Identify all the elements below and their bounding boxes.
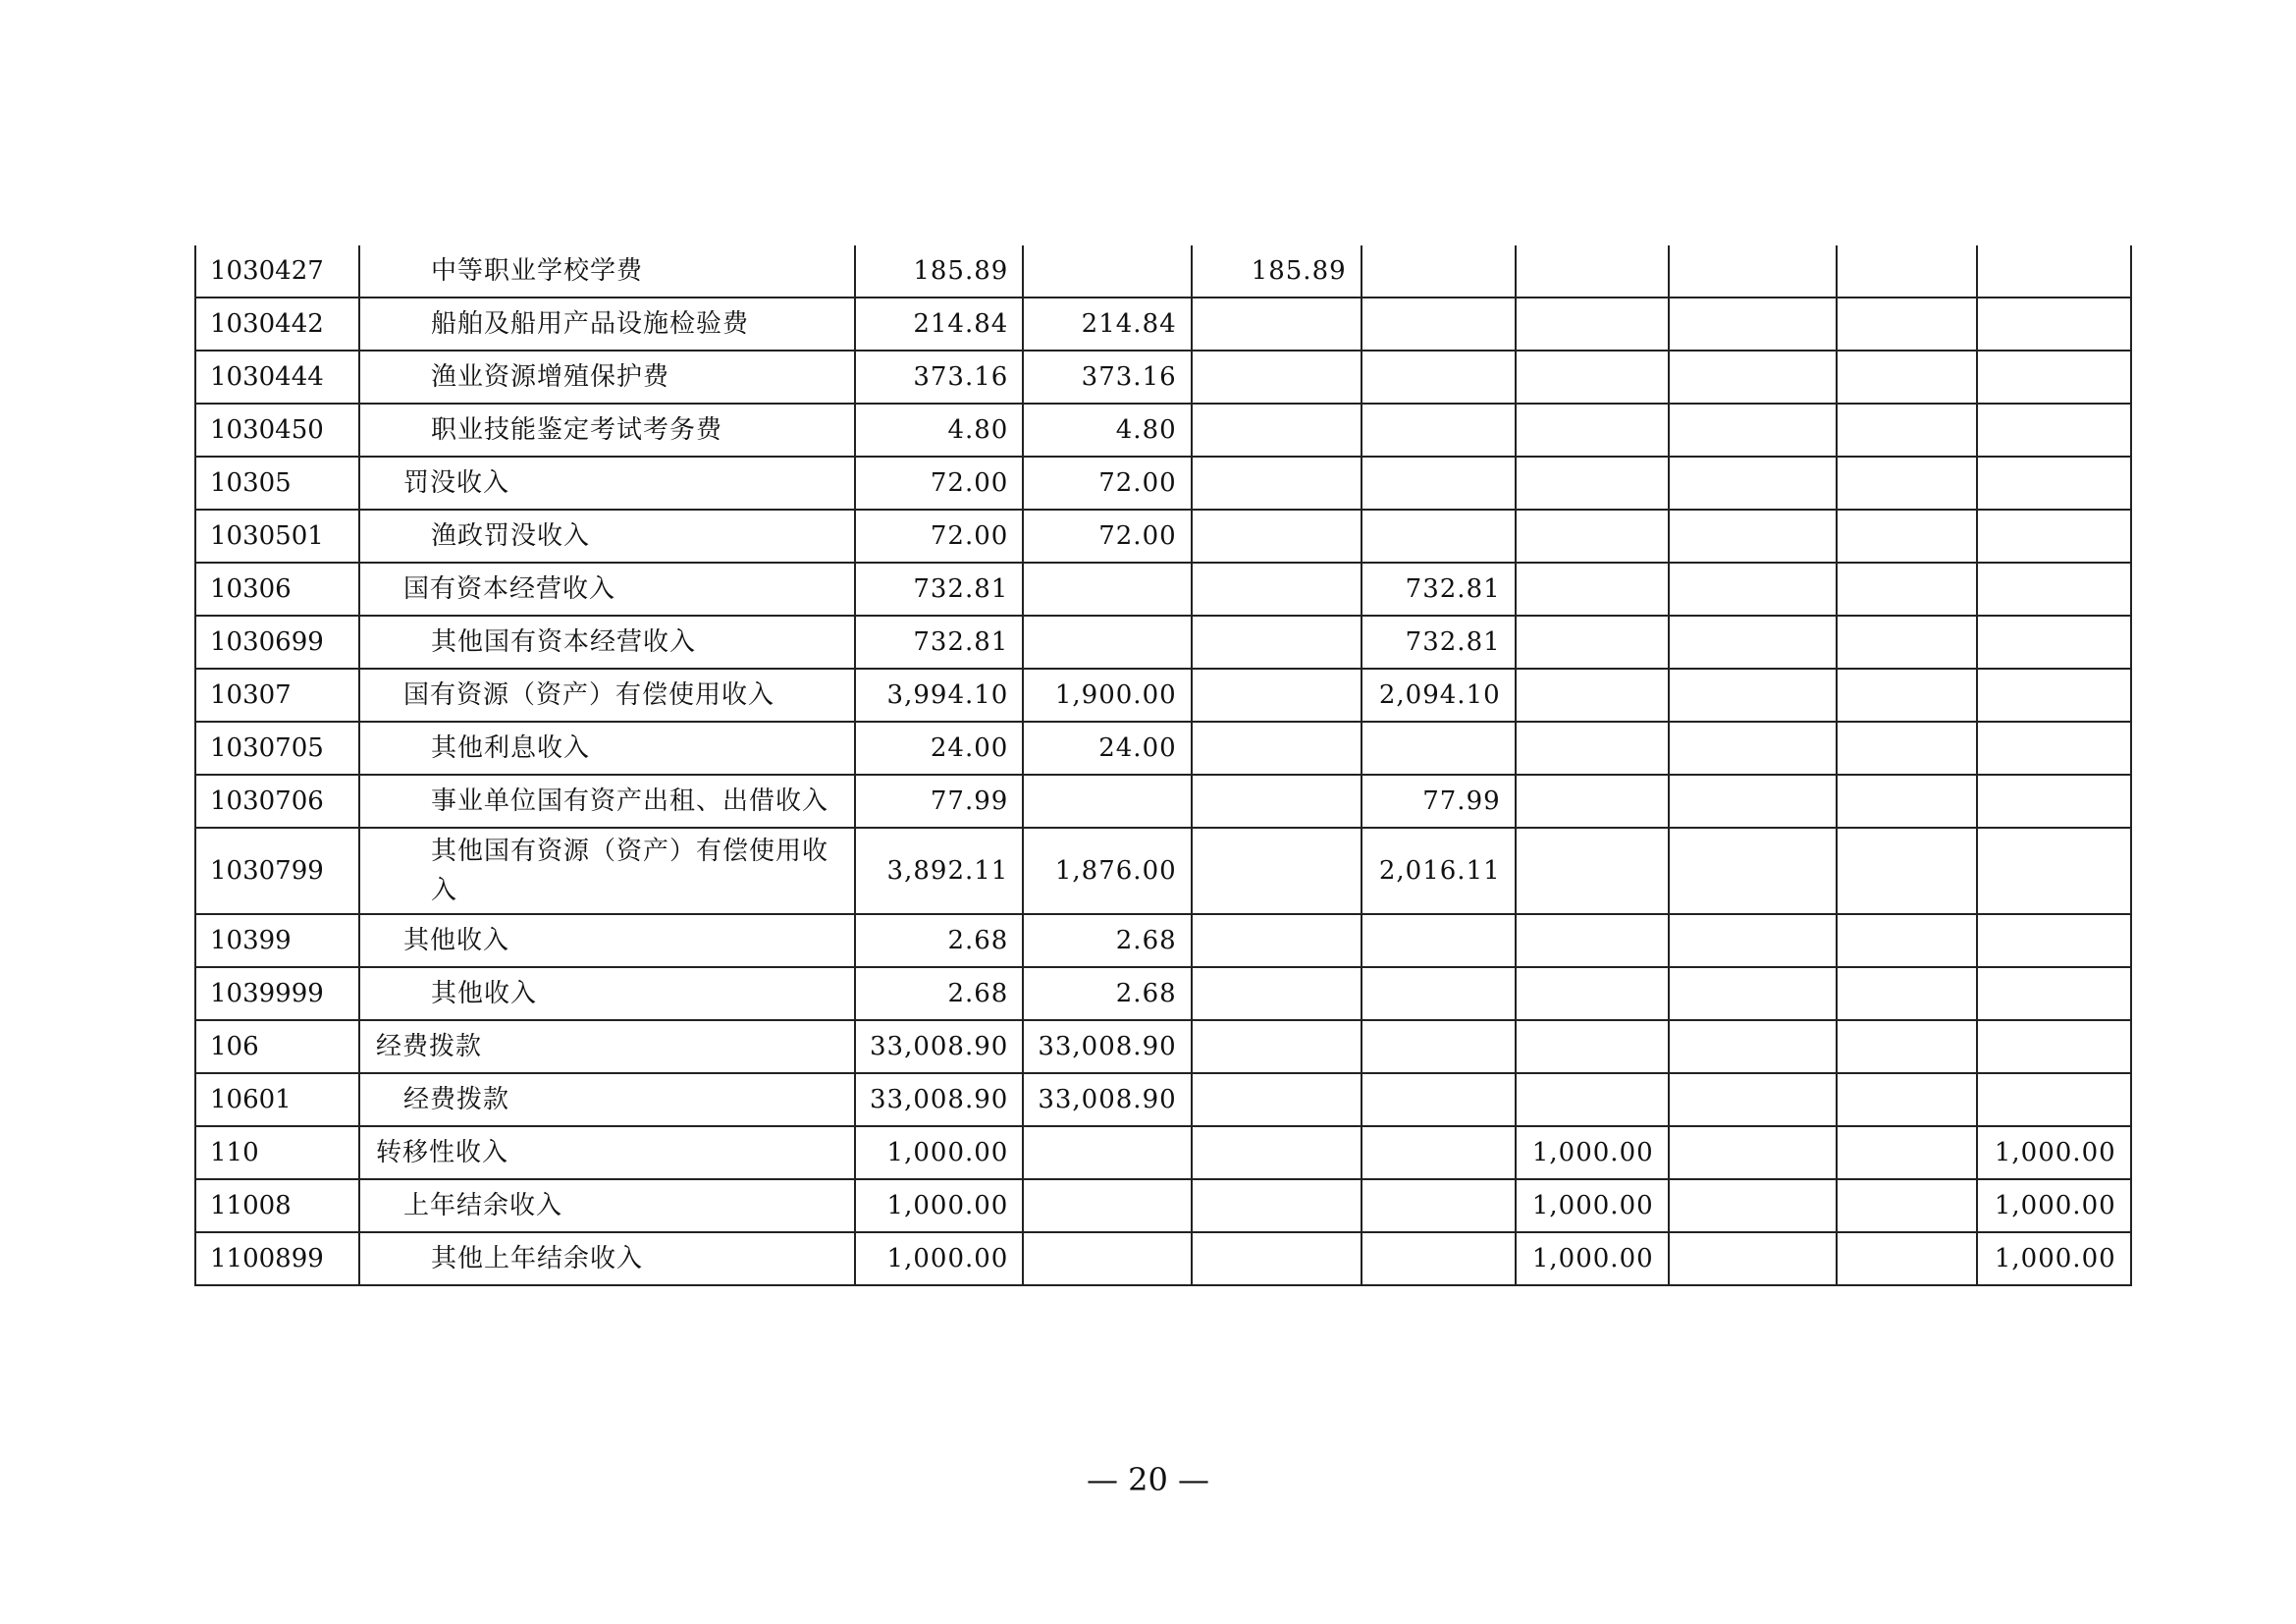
amount-cell [1516, 1073, 1669, 1126]
amount-cell: 33,008.90 [855, 1073, 1023, 1126]
amount-cell [1837, 669, 1977, 722]
amount-cell: 33,008.90 [855, 1020, 1023, 1073]
amount-cell [1516, 457, 1669, 510]
amount-cell: 185.89 [855, 245, 1023, 298]
amount-cell [1023, 1179, 1191, 1232]
amount-cell [1516, 1020, 1669, 1073]
amount-cell [1669, 967, 1837, 1020]
subject-code-cell: 1030705 [195, 722, 359, 775]
subject-code-cell: 1030699 [195, 616, 359, 669]
amount-cell: 2.68 [1023, 914, 1191, 967]
amount-cell: 72.00 [1023, 457, 1191, 510]
subject-code-cell: 1030427 [195, 245, 359, 298]
amount-cell [1516, 616, 1669, 669]
subject-name-cell: 其他国有资本经营收入 [359, 616, 855, 669]
amount-cell [1837, 563, 1977, 616]
amount-cell [1192, 914, 1362, 967]
amount-cell: 1,000.00 [855, 1232, 1023, 1285]
amount-cell [1362, 1179, 1516, 1232]
subject-name-cell: 经费拨款 [359, 1073, 855, 1126]
amount-cell [1837, 828, 1977, 914]
amount-cell [1669, 1232, 1837, 1285]
amount-cell [1977, 404, 2131, 457]
subject-name-cell: 其他利息收入 [359, 722, 855, 775]
amount-cell [1023, 245, 1191, 298]
table-row [195, 563, 2131, 616]
subject-name-cell: 船舶及船用产品设施检验费 [359, 298, 855, 351]
table-row [195, 967, 2131, 1020]
amount-cell: 3,994.10 [855, 669, 1023, 722]
amount-cell [1837, 1232, 1977, 1285]
amount-cell [1362, 245, 1516, 298]
amount-cell [1192, 1232, 1362, 1285]
table-row [195, 351, 2131, 404]
amount-cell [1362, 351, 1516, 404]
subject-name-cell: 上年结余收入 [359, 1179, 855, 1232]
amount-cell [1362, 404, 1516, 457]
amount-cell [1669, 1073, 1837, 1126]
amount-cell [1516, 245, 1669, 298]
amount-cell [1977, 775, 2131, 828]
table-row [195, 775, 2131, 828]
amount-cell: 2.68 [855, 967, 1023, 1020]
amount-cell [1669, 404, 1837, 457]
amount-cell [1192, 1020, 1362, 1073]
amount-cell [1977, 669, 2131, 722]
amount-cell [1977, 245, 2131, 298]
budget-income-table [194, 245, 2132, 1286]
subject-code-cell: 1030444 [195, 351, 359, 404]
amount-cell [1516, 828, 1669, 914]
amount-cell [1669, 722, 1837, 775]
subject-code-cell: 10601 [195, 1073, 359, 1126]
amount-cell: 1,000.00 [1516, 1126, 1669, 1179]
amount-cell [1516, 563, 1669, 616]
subject-code-cell: 1030706 [195, 775, 359, 828]
amount-cell [1669, 616, 1837, 669]
amount-cell [1192, 967, 1362, 1020]
amount-cell: 24.00 [1023, 722, 1191, 775]
amount-cell [1362, 967, 1516, 1020]
amount-cell [1837, 1126, 1977, 1179]
amount-cell [1669, 351, 1837, 404]
amount-cell [1192, 775, 1362, 828]
table-row [195, 1073, 2131, 1126]
amount-cell [1192, 510, 1362, 563]
table-row [195, 669, 2131, 722]
amount-cell: 2.68 [855, 914, 1023, 967]
amount-cell: 4.80 [855, 404, 1023, 457]
amount-cell [1977, 828, 2131, 914]
amount-cell [1977, 914, 2131, 967]
amount-cell [1516, 298, 1669, 351]
amount-cell: 1,000.00 [1977, 1179, 2131, 1232]
table-row [195, 828, 2131, 914]
amount-cell [1192, 563, 1362, 616]
amount-cell: 3,892.11 [855, 828, 1023, 914]
amount-cell: 373.16 [855, 351, 1023, 404]
amount-cell: 1,000.00 [855, 1179, 1023, 1232]
subject-name-cell: 其他国有资源（资产）有偿使用收入 [359, 828, 855, 914]
amount-cell [1669, 245, 1837, 298]
amount-cell: 732.81 [1362, 563, 1516, 616]
amount-cell: 1,000.00 [1516, 1179, 1669, 1232]
amount-cell: 77.99 [855, 775, 1023, 828]
amount-cell [1516, 722, 1669, 775]
subject-name-cell: 其他上年结余收入 [359, 1232, 855, 1285]
amount-cell: 1,876.00 [1023, 828, 1191, 914]
subject-name-cell: 中等职业学校学费 [359, 245, 855, 298]
amount-cell: 185.89 [1192, 245, 1362, 298]
amount-cell [1669, 828, 1837, 914]
amount-cell [1669, 1179, 1837, 1232]
amount-cell [1837, 510, 1977, 563]
amount-cell [1516, 775, 1669, 828]
amount-cell [1023, 563, 1191, 616]
amount-cell [1192, 828, 1362, 914]
amount-cell [1362, 457, 1516, 510]
amount-cell: 72.00 [855, 510, 1023, 563]
amount-cell [1669, 1020, 1837, 1073]
table-row [195, 1020, 2131, 1073]
amount-cell [1669, 563, 1837, 616]
table-row [195, 1179, 2131, 1232]
page-number: — 20 — [1086, 1461, 1210, 1498]
amount-cell [1977, 1020, 2131, 1073]
amount-cell: 24.00 [855, 722, 1023, 775]
amount-cell [1192, 1073, 1362, 1126]
amount-cell: 2,016.11 [1362, 828, 1516, 914]
amount-cell [1837, 351, 1977, 404]
amount-cell [1977, 616, 2131, 669]
amount-cell [1837, 1073, 1977, 1126]
amount-cell [1977, 967, 2131, 1020]
amount-cell: 4.80 [1023, 404, 1191, 457]
amount-cell [1977, 563, 2131, 616]
amount-cell [1837, 775, 1977, 828]
subject-name-cell: 转移性收入 [359, 1126, 855, 1179]
amount-cell [1669, 457, 1837, 510]
subject-code-cell: 11008 [195, 1179, 359, 1232]
subject-code-cell: 10399 [195, 914, 359, 967]
amount-cell [1362, 510, 1516, 563]
amount-cell [1192, 1126, 1362, 1179]
amount-cell: 72.00 [1023, 510, 1191, 563]
amount-cell [1362, 722, 1516, 775]
amount-cell [1977, 351, 2131, 404]
amount-cell: 1,000.00 [1977, 1232, 2131, 1285]
table-row [195, 298, 2131, 351]
table-row [195, 616, 2131, 669]
subject-name-cell: 事业单位国有资产出租、出借收入 [359, 775, 855, 828]
amount-cell: 732.81 [855, 563, 1023, 616]
table-body [195, 245, 2131, 1285]
amount-cell [1023, 1232, 1191, 1285]
amount-cell [1977, 298, 2131, 351]
subject-code-cell: 1100899 [195, 1232, 359, 1285]
subject-name-cell: 经费拨款 [359, 1020, 855, 1073]
subject-name-cell: 国有资源（资产）有偿使用收入 [359, 669, 855, 722]
amount-cell [1516, 351, 1669, 404]
amount-cell [1669, 510, 1837, 563]
amount-cell: 214.84 [855, 298, 1023, 351]
table-row [195, 404, 2131, 457]
subject-name-cell: 罚没收入 [359, 457, 855, 510]
amount-cell: 1,000.00 [1977, 1126, 2131, 1179]
amount-cell [1669, 914, 1837, 967]
subject-code-cell: 1030450 [195, 404, 359, 457]
amount-cell: 2.68 [1023, 967, 1191, 1020]
amount-cell [1516, 404, 1669, 457]
amount-cell [1362, 1232, 1516, 1285]
amount-cell [1192, 404, 1362, 457]
amount-cell [1192, 457, 1362, 510]
amount-cell: 732.81 [1362, 616, 1516, 669]
amount-cell [1837, 1179, 1977, 1232]
amount-cell [1837, 1020, 1977, 1073]
amount-cell [1837, 914, 1977, 967]
subject-code-cell: 1030799 [195, 828, 359, 914]
amount-cell [1669, 1126, 1837, 1179]
amount-cell: 373.16 [1023, 351, 1191, 404]
amount-cell [1837, 616, 1977, 669]
amount-cell: 33,008.90 [1023, 1073, 1191, 1126]
subject-name-cell: 渔政罚没收入 [359, 510, 855, 563]
amount-cell: 1,000.00 [855, 1126, 1023, 1179]
table-row [195, 245, 2131, 298]
amount-cell [1837, 967, 1977, 1020]
table-row [195, 722, 2131, 775]
amount-cell: 33,008.90 [1023, 1020, 1191, 1073]
amount-cell [1362, 914, 1516, 967]
amount-cell [1837, 298, 1977, 351]
amount-cell [1362, 1073, 1516, 1126]
subject-code-cell: 1039999 [195, 967, 359, 1020]
amount-cell [1669, 775, 1837, 828]
amount-cell [1516, 669, 1669, 722]
subject-code-cell: 10307 [195, 669, 359, 722]
amount-cell [1516, 510, 1669, 563]
amount-cell: 72.00 [855, 457, 1023, 510]
amount-cell [1977, 722, 2131, 775]
amount-cell [1977, 1073, 2131, 1126]
table-row [195, 510, 2131, 563]
amount-cell [1516, 967, 1669, 1020]
amount-cell [1977, 510, 2131, 563]
amount-cell [1669, 298, 1837, 351]
amount-cell: 732.81 [855, 616, 1023, 669]
amount-cell [1669, 669, 1837, 722]
subject-name-cell: 其他收入 [359, 967, 855, 1020]
subject-name-cell: 其他收入 [359, 914, 855, 967]
table-row [195, 1126, 2131, 1179]
amount-cell [1192, 298, 1362, 351]
subject-code-cell: 10305 [195, 457, 359, 510]
subject-code-cell: 106 [195, 1020, 359, 1073]
amount-cell: 2,094.10 [1362, 669, 1516, 722]
amount-cell [1516, 914, 1669, 967]
amount-cell [1023, 1126, 1191, 1179]
amount-cell [1192, 616, 1362, 669]
amount-cell [1362, 1020, 1516, 1073]
amount-cell: 1,900.00 [1023, 669, 1191, 722]
subject-name-cell: 国有资本经营收入 [359, 563, 855, 616]
amount-cell [1023, 616, 1191, 669]
amount-cell: 77.99 [1362, 775, 1516, 828]
amount-cell [1362, 1126, 1516, 1179]
subject-name-cell: 渔业资源增殖保护费 [359, 351, 855, 404]
subject-code-cell: 110 [195, 1126, 359, 1179]
amount-cell [1837, 457, 1977, 510]
subject-code-cell: 1030501 [195, 510, 359, 563]
amount-cell [1837, 245, 1977, 298]
table-row [195, 1232, 2131, 1285]
amount-cell: 214.84 [1023, 298, 1191, 351]
amount-cell [1192, 669, 1362, 722]
amount-cell [1977, 457, 2131, 510]
subject-name-cell: 职业技能鉴定考试考务费 [359, 404, 855, 457]
amount-cell [1192, 351, 1362, 404]
table-row [195, 914, 2131, 967]
amount-cell: 1,000.00 [1516, 1232, 1669, 1285]
amount-cell [1192, 1179, 1362, 1232]
table-row [195, 457, 2131, 510]
amount-cell [1192, 722, 1362, 775]
amount-cell [1837, 404, 1977, 457]
amount-cell [1023, 775, 1191, 828]
subject-code-cell: 10306 [195, 563, 359, 616]
amount-cell [1837, 722, 1977, 775]
amount-cell [1362, 298, 1516, 351]
subject-code-cell: 1030442 [195, 298, 359, 351]
